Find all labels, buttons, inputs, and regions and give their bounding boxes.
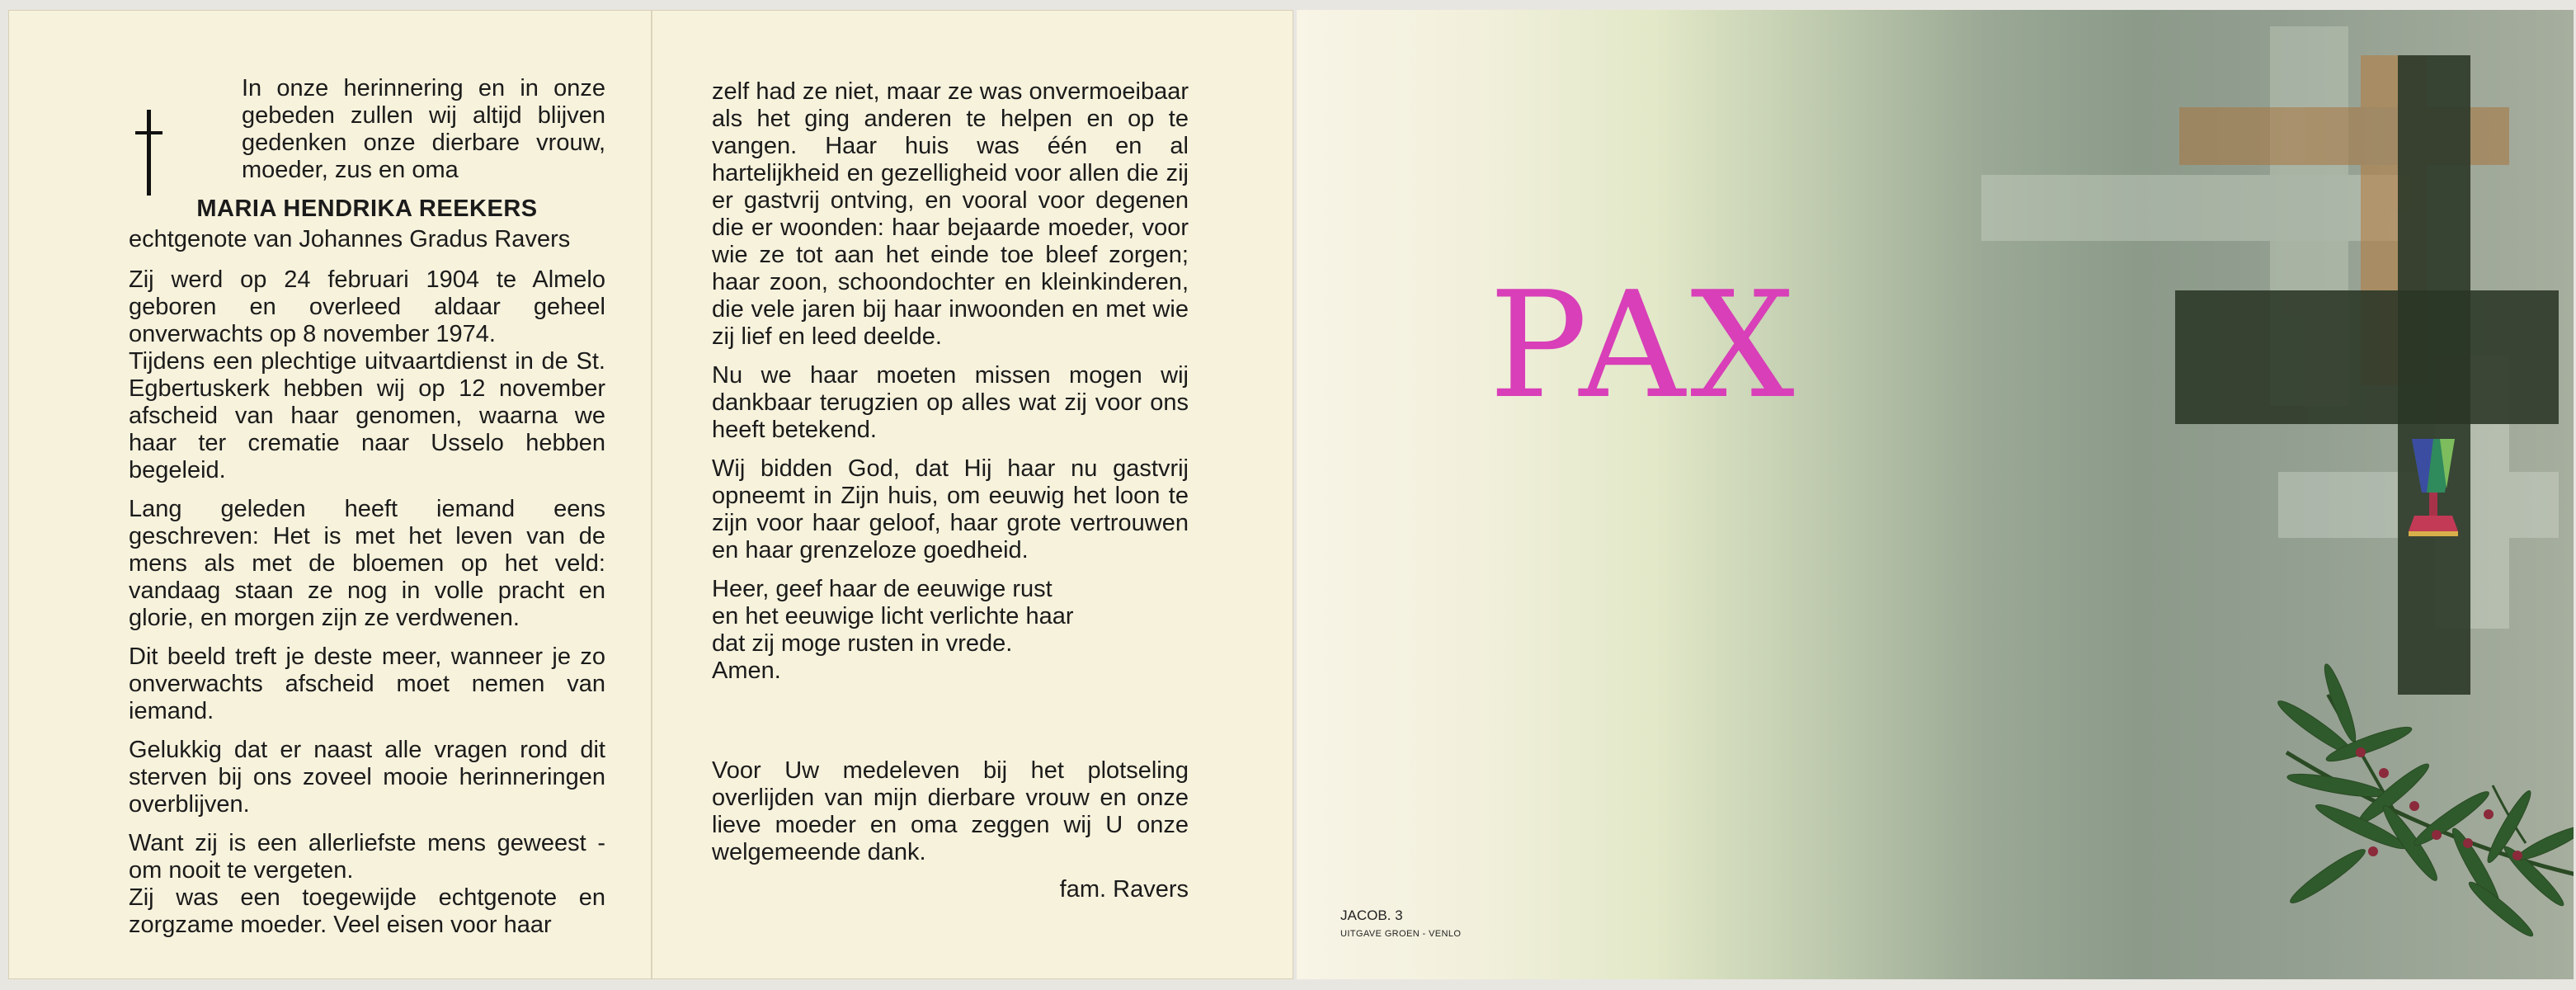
paragraph: Dit beeld treft je deste meer, wanneer je zo onverwachts afscheid moet nemen van iemand.: [129, 644, 605, 724]
signature: fam. Ravers: [1059, 876, 1189, 903]
paragraph: Gelukkig dat er naast alle vragen rond dit sterven bij ons zoveel mooie herinneringen overblijven.: [129, 737, 605, 818]
card-inner-spread: [8, 10, 1293, 979]
spouse-line: echtgenote van Johannes Gradus Ravers: [129, 226, 571, 252]
thanks-text: Voor Uw medeleven bij het plotseling overlijden van mijn dierbare vrouw en onze lieve moeder en oma zeggen wij U onze welgemeende dank.: [712, 757, 1189, 865]
right-column: [712, 78, 1189, 903]
prayer-text: Heer, geef haar de eeuwige rust en het eeuwige licht verlichte haar dat zij moge rusten in vrede. Amen.: [712, 576, 1074, 684]
publisher-name: UITGAVE GROEN - VENLO: [1340, 929, 1462, 939]
cross-artwork: [1297, 10, 2574, 979]
paragraph: Lang geleden heeft iemand eens geschreven: Het is met het leven van de mens als met de bloemen op het veld: vandaag staan ze nog in volle pracht en glorie, en morgen zijn ze verdwenen.: [129, 496, 605, 631]
olive-branch-icon: [2274, 662, 2574, 940]
intro-text: In onze herinnering en in onze gebeden zullen wij altijd blijven gedenken onze dierbare vrouw, moeder, zus en oma: [242, 75, 605, 183]
publisher-code: JACOB. 3: [1340, 908, 1403, 923]
fold-line: [651, 11, 652, 978]
deceased-name: MARIA HENDRIKA REEKERS: [196, 196, 538, 222]
main-cross-horizontal: [2175, 290, 2559, 424]
paragraph: Want zij is een allerliefste mens geweest - om nooit te vergeten. Zij was een toegewijde echtgenote en zorgzame moeder. Veel eisen voor haar: [129, 830, 605, 938]
paragraph: Zij werd op 24 februari 1904 te Almelo geboren en overleed aldaar geheel onverwachts op 8 november 1974. Tijdens een plechtige uitvaartdienst in de St. Egbertuskerk hebben wij op 12 november afscheid van haar genomen, waarna we haar ter crematie naar Usselo hebben begeleid.: [129, 266, 605, 483]
card-cover: [1297, 10, 2574, 979]
paragraph: zelf had ze niet, maar ze was onvermoeibaar als het ging anderen te helpen en op te vangen. Haar huis was één en al hartelijkheid en gezelligheid voor allen die zij er gastvrij ontving, en vooral voor degenen die er woonden: haar bejaarde moeder, voor wie ze tot aan het einde toe bleef zorgen; haar zoon, schoondochter en kleinkinderen, die vele jaren bij haar inwoonden en met wie zij lief en leed deelde.: [712, 78, 1189, 350]
paragraph: Nu we haar moeten missen mogen wij dankbaar terugzien op alles wat zij voor ons heeft betekend.: [712, 362, 1189, 443]
paragraph: Wij bidden God, dat Hij haar nu gastvrij opneemt in Zijn huis, om eeuwig het loon te zijn voor haar geloof, haar grote vertrouwen en haar grenzeloze goedheid.: [712, 455, 1189, 563]
left-column: [129, 75, 605, 950]
pax-title: PAX: [1489, 260, 1800, 431]
